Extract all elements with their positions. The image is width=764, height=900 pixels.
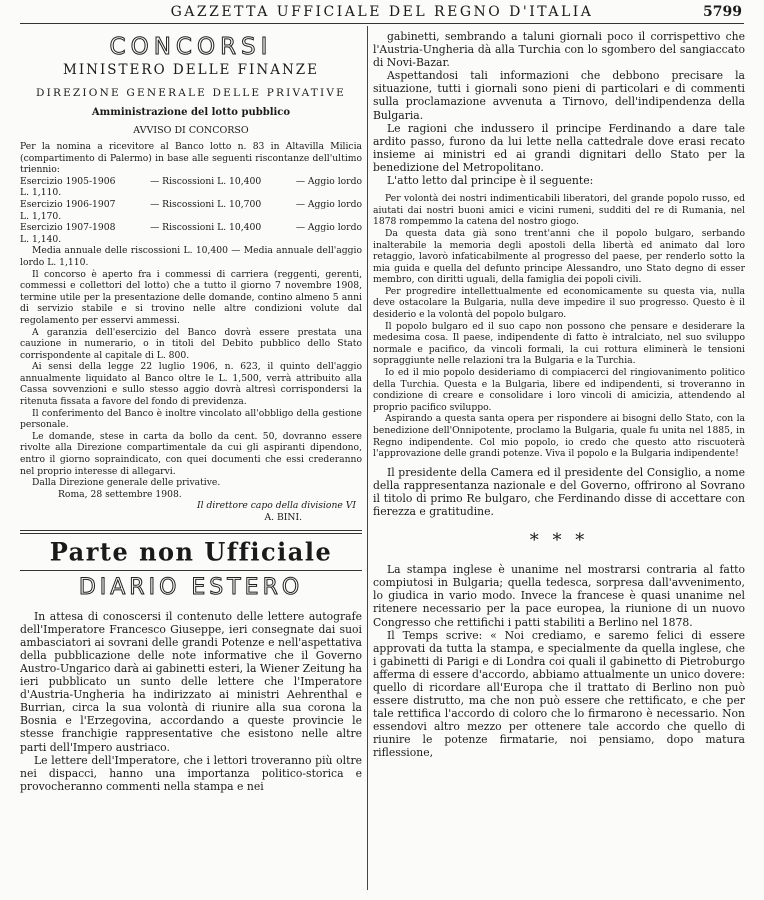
notice-title: AVVISO DI CONCORSO	[133, 125, 249, 136]
esercizio-aggio-value: L. 1,140.	[20, 233, 62, 245]
administration-heading: Amministrazione del lotto pubblico	[91, 107, 291, 118]
notice-paragraph: Il conferimento del Banco è inoltre vincolato all'obbligo della gestione personale.	[20, 407, 362, 431]
notice-paragraph: Ai sensi della legge 22 luglio 1906, n. 623, il quinto dell'aggio annualmente liquidato al Banco oltre le L. 1,500, verrà attribuito alla Cassa sovvenzioni e sullo stesso aggio dovrà altresì corrispondersi la ritenuta fissata a favore del fondo di previdenza.	[20, 361, 362, 408]
parte-heading: Parte non Ufficiale	[49, 535, 333, 567]
esercizio-riscossioni: — Riscossioni L. 10,400	[150, 222, 262, 234]
left-column	[20, 30, 362, 898]
esercizio-row	[20, 176, 362, 199]
notice-paragraph: Le domande, stese in carta da bollo da cent. 50, dovranno essere rivolte alla Direzione compartimentale da cui gli aspiranti dipendono, entro il giorno sopraindicato, con quei documenti che essi crederanno nel proprio interesse di allegarvi.	[20, 430, 362, 477]
notice-date: Roma, 28 settembre 1908.	[58, 488, 182, 500]
right-column	[373, 30, 745, 898]
esercizio-aggio-value: L. 1,170.	[20, 210, 62, 222]
notice-intro: Per la nomina a ricevitore al Banco lotto n. 83 in Altavilla Milicia (compartimento di Palermo) in base alle seguenti riscontanze dell'ultimo triennio:	[20, 141, 362, 176]
notice-paragraph: Il concorso è aperto fra i commessi di carriera (reggenti, gerenti, commessi e collettori del lotto) che a tutto il giorno 7 novembre 1908, termine utile per la presentazione delle domande, contino almeno 5 anni di servizio stabile e si trovino nelle altre condizioni volute dal regolamento per esservi ammessi.	[20, 268, 362, 326]
page-header	[20, 3, 744, 24]
esercizio-aggio-value: L. 1,110.	[20, 187, 62, 199]
notice-from-line: Dalla Direzione generale delle privative.	[32, 477, 221, 489]
proclamation-paragraph: Aspirando a questa santa opera per rispondere ai bisogni dello Stato, con la benedizione dell'Onnipotente, proclamo la Bulgaria, quale fu unita nel 1885, in Regno indipendente. Col mio popolo, io credo che questo atto riscuoterà l'approvazione delle grandi potenze. Viva il popolo e la Bulgaria indipendente!	[373, 413, 745, 460]
article-paragraph: In attesa di conoscersi il contenuto delle lettere autografe dell'Imperatore Francesco Giuseppe, ieri consegnate dai suoi ambasciatori ai sovrani delle grandi Potenze e nell'aspettativa della pubblicazione delle note informative che il Governo Austro-Ungarico darà ai gabinetti esteri, la Wiener Zeitung ha ieri pubblicato un sunto delle lettere che l'Imperatore d'Austria-Ungheria ha indirizzato ai ministri Aehrenthal e Burrian, circa la sua volontà di riunire alla sua corona la Bosnia e l'Erzegovina, accordando a queste provincie le stesse franchigie rappresentative che esistono nelle altre parti dell'Impero austriaco.	[20, 609, 362, 754]
ministry-heading: MINISTERO DELLE FINANZE	[63, 62, 319, 78]
article-paragraph: gabinetti, sembrando a taluni giornali poco il corrispettivo che l'Austria-Ungheria dà alla Turchia con lo sgombero del sangiaccato di Novi-Bazar.	[373, 30, 745, 70]
article-paragraph: Il Temps scrive: « Noi crediamo, e saremo felici di essere approvati da tutta la stampa, e specialmente da quella inglese, che i gabinetti di Parigi e di Londra coi quali il gabinetto di Pietroburgo afferma di essere d'accordo, abbiamo attualmente un unico dovere: quello di ricordare all'Europa che il trattato di Berlino non può essere distrutto, ma che non può essere che rettificato, e che per tale rettifica l'accordo di coloro che lo firmarono è necessario. Non essendovi altro mezzo per ottenere tale accordo che quello di riunire le potenze firmatarie, noi pensiamo, dopo matura riflessione,	[373, 628, 745, 760]
esercizio-row	[20, 222, 362, 245]
esercizio-year: Esercizio 1905-1906	[20, 175, 116, 187]
article-paragraph: La stampa inglese è unanime nel mostrarsi contraria al fatto compiutosi in Bulgaria; quella tedesca, sorpresa dall'avvenimento, lo giudica in vario modo. Invece la francese è quasi unanime nel ritenere necessario per la pace europea, la riunione di un nuovo Congresso che rettifichi i patti stabiliti a Berlino nel 1878.	[373, 563, 745, 629]
article-paragraph: Aspettandosi tali informazioni che debbono precisare la situazione, tutti i giornali sono pieni di particolari e di commenti sulla proclamazione avvenuta a Tirnovo, dell'indipendenza della Bulgaria.	[373, 69, 745, 122]
article-paragraph: Il presidente della Camera ed il presidente del Consiglio, a nome della rappresentanza nazionale e del Governo, offrirono al Sovrano il titolo di primo Re bulgaro, che Ferdinando disse di accettare con fierezza e gratitudine.	[373, 465, 745, 519]
notice-paragraph: A garanzia dell'esercizio del Banco dovrà essere prestata una cauzione in numerario, o in titoli del Debito pubblico dello Stato corrispondente al capitale di L. 800.	[20, 326, 362, 361]
article-paragraph: Le ragioni che indussero il principe Ferdinando a dare tale ardito passo, furono da lui lette nella cattedrale dove erasi recato insieme ai ministri ed ai grandi dignitari dello Stato per la benedizione del Metropolitano.	[373, 121, 745, 174]
concorsi-heading: CONCORSI	[109, 34, 273, 60]
direction-heading: DIREZIONE GENERALE DELLE PRIVATIVE	[36, 87, 346, 99]
article-paragraph: L'atto letto dal principe è il seguente:	[387, 174, 594, 188]
signature-role: Il direttore capo della divisione VI	[196, 500, 356, 512]
section-divider	[20, 530, 362, 534]
section-divider	[20, 570, 362, 571]
diario-heading: DIARIO ESTERO	[78, 574, 304, 600]
column-divider	[367, 26, 368, 890]
esercizio-row	[20, 199, 362, 222]
signature-name: A. BINI.	[264, 512, 302, 523]
esercizio-aggio: — Aggio lordo	[295, 198, 362, 210]
proclamation-paragraph: Il popolo bulgaro ed il suo capo non possono che pensare e desiderare la medesima cosa. Il paese, indipendente di fatto è intralciato, nel suo sviluppo normale e pacifico, da vincoli formali, la cui rottura eliminerà le tensioni sopraggiunte nelle relazioni tra la Bulgaria e la Turchia.	[373, 320, 745, 367]
proclamation-paragraph: Da questa data già sono trent'anni che il popolo bulgaro, serbando inalterabile la memoria degli apostoli della libertà ed animato dal loro retaggio, lavorò infaticabilmente al progresso del paese, per renderlo sotto la mia guida e quella del defunto principe Alessandro, uno Stato degno di esser membro, con diritti uguali, della famiglia dei popoli civili.	[373, 227, 745, 286]
page-number: 5799	[703, 4, 742, 20]
notice-paragraph: Media annuale delle riscossioni L. 10,400 — Media annuale dell'aggio lordo L. 1,110.	[20, 245, 362, 268]
esercizio-riscossioni: — Riscossioni L. 10,400	[150, 175, 262, 187]
esercizi-list	[20, 176, 362, 246]
esercizio-aggio: — Aggio lordo	[295, 222, 362, 234]
esercizio-riscossioni: — Riscossioni L. 10,700	[150, 198, 262, 210]
esercizio-year: Esercizio 1907-1908	[20, 222, 116, 234]
esercizio-year: Esercizio 1906-1907	[20, 198, 116, 210]
esercizio-aggio: — Aggio lordo	[295, 175, 362, 187]
proclamation	[373, 193, 745, 460]
article-paragraph: Le lettere dell'Imperatore, che i lettori troveranno più oltre nei dispacci, hanno una importanza politico-storica e provocheranno commenti nella stampa e nei	[20, 753, 362, 793]
proclamation-paragraph: Per volontà dei nostri indimenticabili liberatori, del grande popolo russo, ed aiutati dai nostri buoni amici e vicini rumeni, sudditi del re di Rumania, nel 1878 rompemmo la catena del nostro giogo.	[373, 193, 745, 228]
proclamation-paragraph: Per progredire intellettualmente ed economicamente su questa via, nulla deve ostacolare la Bulgaria, nulla deve impedire il suo progresso. Questo è il desiderio e la volontà del popolo bulgaro.	[373, 285, 745, 321]
newspaper-title: GAZZETTA UFFICIALE DEL REGNO D'ITALIA	[170, 4, 594, 20]
asterism-separator: * * *	[529, 530, 589, 552]
proclamation-paragraph: Io ed il mio popolo desideriamo di compiacerci del ringiovanimento politico della Turchia. Questa e la Bulgaria, libere ed indipendenti, si troveranno in condizione di creare e consolidare i loro vincoli di amicizia, attendendo al proprio pacifico sviluppo.	[373, 367, 745, 413]
